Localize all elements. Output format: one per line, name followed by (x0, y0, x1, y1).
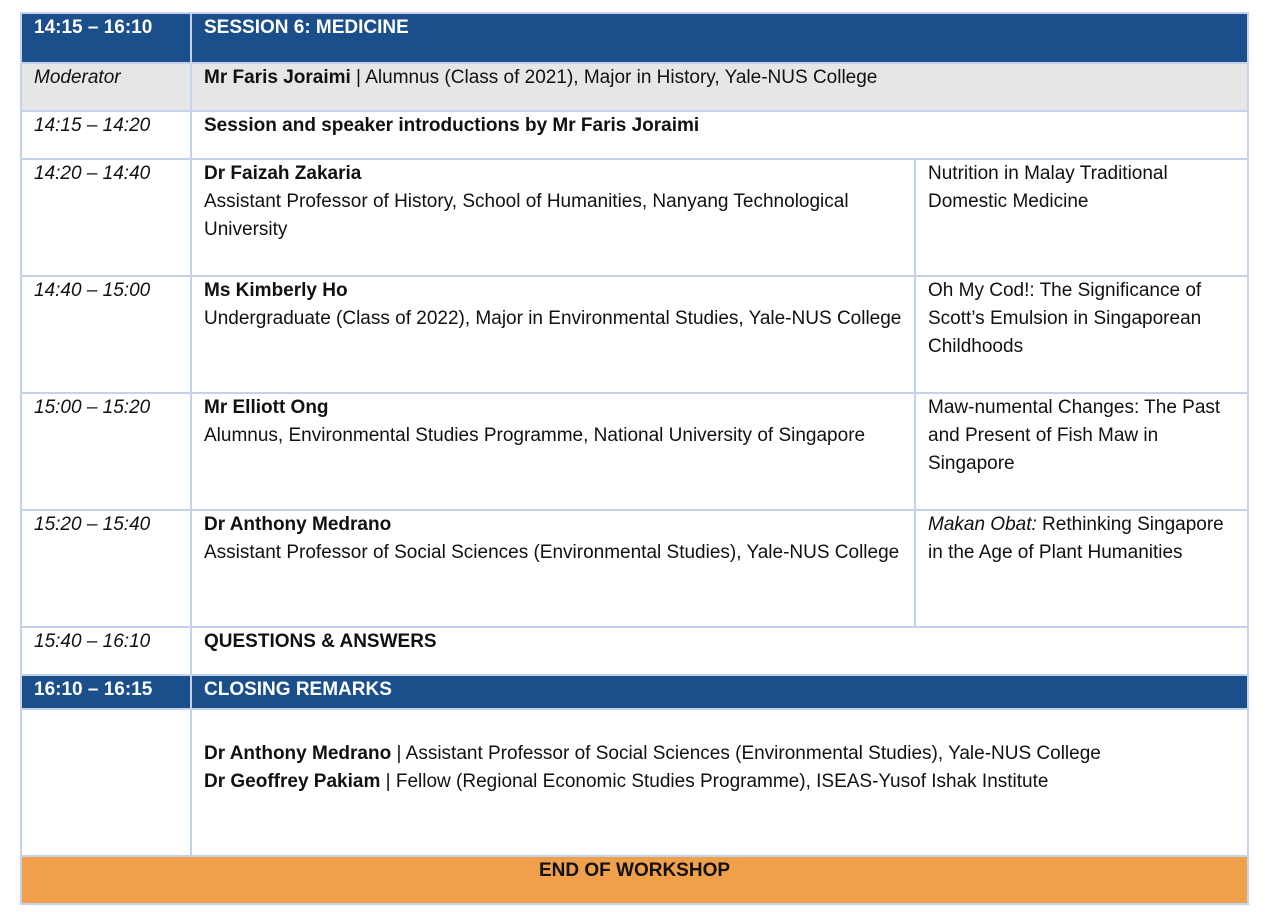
talk-row (21, 510, 1248, 627)
moderator-label: Moderator (21, 63, 191, 111)
talk-speaker-cell (191, 159, 915, 276)
talk-time: 15:00 – 15:20 (21, 393, 191, 510)
talk-speaker-affiliation: Undergraduate (Class of 2022), Major in Environmental Studies, Yale-NUS College (204, 308, 902, 329)
closing-time: 16:10 – 16:15 (21, 675, 191, 709)
intro-row (21, 111, 1248, 159)
programme-table (20, 12, 1249, 905)
intro-text: Session and speaker introductions by Mr Faris Joraimi (191, 111, 1248, 159)
talk-row (21, 393, 1248, 510)
talk-title-cell (915, 510, 1248, 627)
moderator-row (21, 63, 1248, 111)
talk-title: Oh My Cod!: The Significance of Scott’s Emulsion in Singaporean Childhoods (928, 280, 1202, 357)
end-row (21, 856, 1248, 904)
talk-row (21, 159, 1248, 276)
closing-title: CLOSING REMARKS (191, 675, 1248, 709)
talk-speaker-affiliation: Assistant Professor of Social Sciences (Environmental Studies), Yale-NUS College (204, 542, 900, 563)
talk-speaker-name: Ms Kimberly Ho (204, 280, 348, 301)
talk-speaker-name: Mr Elliott Ong (204, 397, 329, 418)
session-title: SESSION 6: MEDICINE (191, 13, 1248, 63)
closing-speaker-name: Dr Anthony Medrano (204, 743, 392, 764)
talk-time: 15:20 – 15:40 (21, 510, 191, 627)
talk-time: 14:40 – 15:00 (21, 276, 191, 393)
qa-text: QUESTIONS & ANSWERS (191, 627, 1248, 675)
intro-time: 14:15 – 14:20 (21, 111, 191, 159)
qa-time: 15:40 – 16:10 (21, 627, 191, 675)
closing-header-row (21, 675, 1248, 709)
talk-title: Rethinking Singapore in the Age of Plant Humanities (928, 514, 1224, 563)
talk-speaker-cell (191, 510, 915, 627)
closing-speaker-separator: | (380, 771, 396, 792)
closing-speakers-cell (191, 709, 1248, 856)
session-time: 14:15 – 16:10 (21, 13, 191, 63)
closing-speaker-name: Dr Geoffrey Pakiam (204, 771, 381, 792)
closing-speaker-affiliation: Fellow (Regional Economic Studies Programme), ISEAS-Yusof Ishak Institute (395, 771, 1049, 792)
talk-title-cell (915, 393, 1248, 510)
talk-time: 14:20 – 14:40 (21, 159, 191, 276)
closing-speaker (204, 740, 1235, 768)
moderator-separator: | (350, 67, 366, 88)
talk-speaker-name: Dr Anthony Medrano (204, 514, 392, 535)
talk-title-cell (915, 159, 1248, 276)
talk-speaker-affiliation: Alumnus, Environmental Studies Programme, National University of Singapore (204, 425, 866, 446)
talk-speaker-affiliation: Assistant Professor of History, School of Humanities, Nanyang Technological University (204, 191, 849, 240)
moderator-name: Mr Faris Joraimi (204, 67, 351, 88)
moderator-cell (191, 63, 1248, 111)
talk-row (21, 276, 1248, 393)
talk-speaker-name: Dr Faizah Zakaria (204, 163, 362, 184)
talk-title: Maw-numental Changes: The Past and Present of Fish Maw in Singapore (928, 397, 1221, 474)
moderator-affiliation: Alumnus (Class of 2021), Major in History, Yale-NUS College (365, 67, 878, 88)
closing-speaker-affiliation: Assistant Professor of Social Sciences (Environmental Studies), Yale-NUS College (405, 743, 1101, 764)
qa-row (21, 627, 1248, 675)
session-header-row (21, 13, 1248, 63)
closing-speakers-row (21, 709, 1248, 856)
talk-title-italic: Makan Obat: (928, 514, 1037, 535)
talk-speaker-cell (191, 393, 915, 510)
closing-empty-cell (21, 709, 191, 856)
end-of-workshop: END OF WORKSHOP (21, 856, 1248, 904)
closing-speaker-separator: | (391, 743, 406, 764)
closing-speaker (204, 768, 1235, 796)
talk-title: Nutrition in Malay Traditional Domestic Medicine (928, 163, 1168, 212)
talk-speaker-cell (191, 276, 915, 393)
talk-title-cell (915, 276, 1248, 393)
